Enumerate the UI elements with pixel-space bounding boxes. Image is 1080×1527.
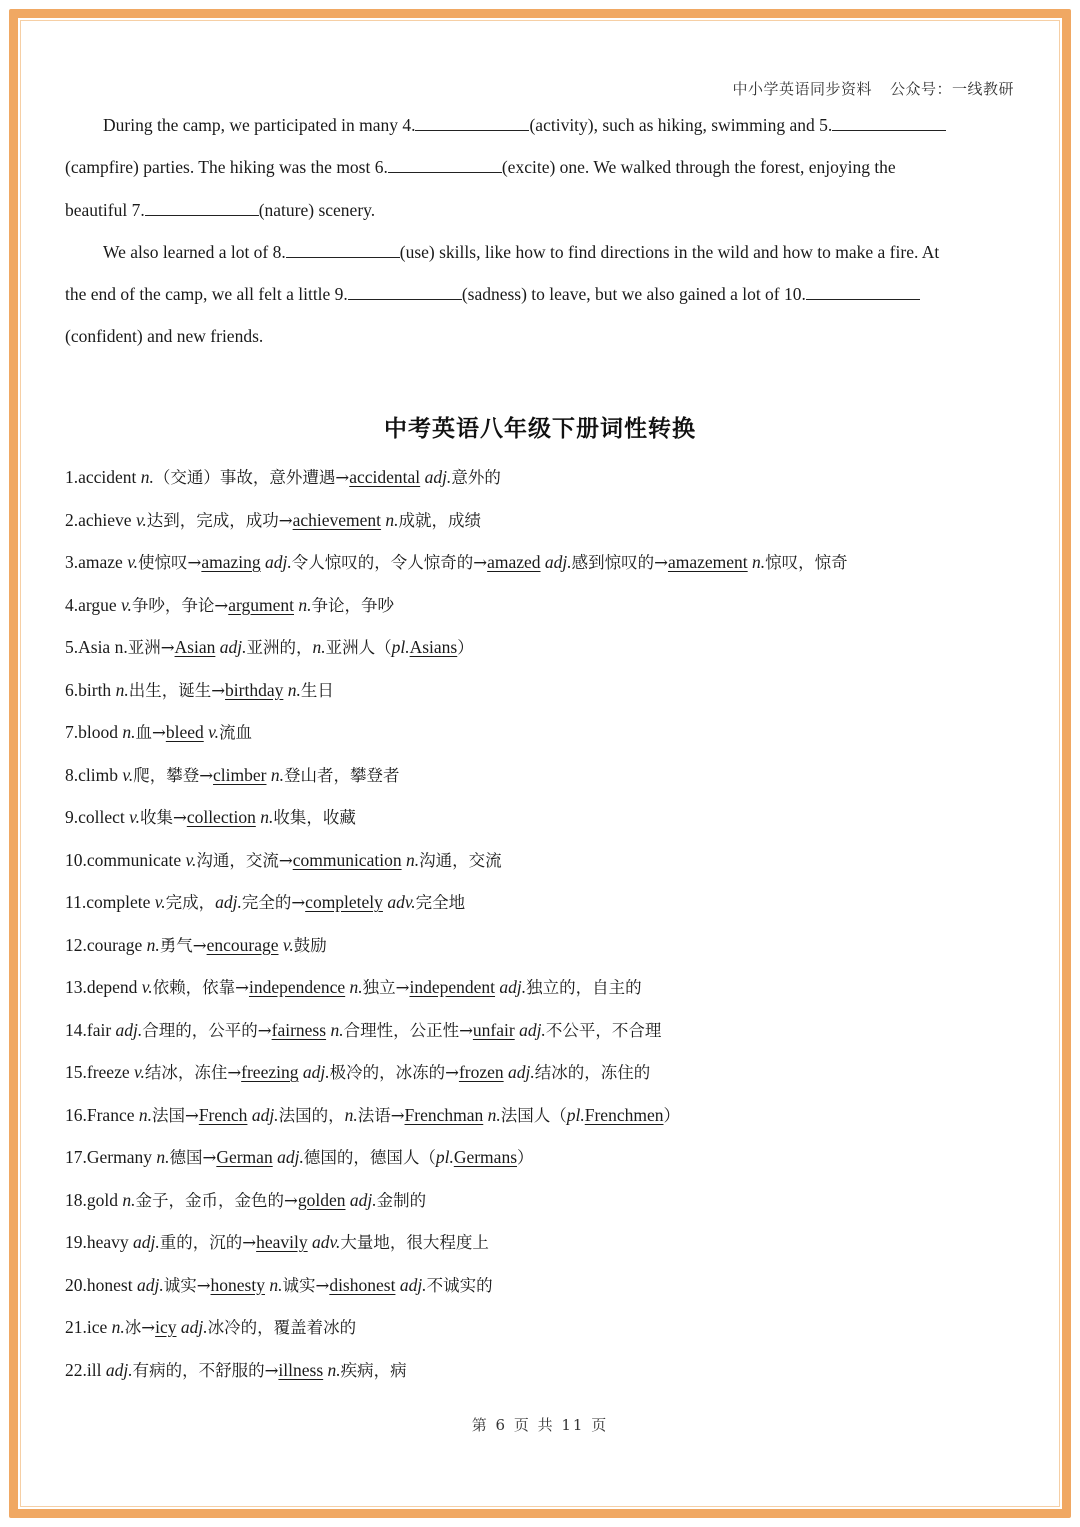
definition-text: 完全的→ bbox=[241, 893, 306, 912]
page-footer: 第 6 页 共 11 页 bbox=[471, 1416, 609, 1434]
definition-text: （交通）事故，意外遭遇→ bbox=[153, 468, 350, 487]
definition-text: ） bbox=[517, 1148, 534, 1167]
passage-line bbox=[65, 154, 1015, 196]
vocab-item bbox=[65, 1143, 1025, 1186]
derived-word: frozen bbox=[458, 1062, 504, 1082]
definition-text: 沟通，交流 bbox=[419, 850, 502, 870]
part-of-speech: n. bbox=[270, 764, 284, 785]
part-of-speech: adj. bbox=[133, 1232, 160, 1252]
definition-text: 独立的，自主的 bbox=[526, 978, 642, 997]
word-text: 5.Asia n. bbox=[65, 637, 128, 657]
derived-word: completely bbox=[305, 892, 383, 912]
definition-text: 独立→ bbox=[362, 978, 410, 997]
definition-text: 登山者，攀登者 bbox=[283, 765, 400, 785]
part-of-speech: n. bbox=[115, 679, 129, 700]
definition-text: 争吵，争论→ bbox=[131, 595, 229, 615]
vocab-item bbox=[65, 931, 1025, 974]
part-of-speech: pl. bbox=[391, 637, 410, 657]
section-title: 中考英语八年级下册词性转换 bbox=[384, 416, 696, 442]
derived-word: freezing bbox=[241, 1062, 299, 1082]
definition-text: 感到惊叹的→ bbox=[571, 553, 668, 572]
part-of-speech: n. bbox=[260, 807, 274, 827]
word-text: 17.Germany bbox=[65, 1147, 157, 1167]
passage-line bbox=[65, 239, 1015, 281]
definition-text: 出生，诞生→ bbox=[128, 680, 226, 700]
part-of-speech: v. bbox=[121, 594, 132, 615]
derived-word: achievement bbox=[292, 509, 382, 530]
definition-text: 大量地，很大程度上 bbox=[340, 1233, 489, 1252]
definition-text: 亚洲→ bbox=[127, 638, 175, 657]
derived-word: dishonest bbox=[329, 1274, 396, 1295]
page-header bbox=[732, 78, 1014, 99]
part-of-speech: n. bbox=[298, 594, 312, 615]
definition-text: 亚洲的， bbox=[246, 638, 313, 657]
derived-word: birthday bbox=[225, 679, 284, 700]
vocab-item bbox=[65, 463, 1025, 506]
part-of-speech: adv. bbox=[387, 892, 416, 912]
passage-text: (nature) scenery. bbox=[258, 199, 376, 220]
passage-text: (confident) and new friends. bbox=[65, 326, 264, 347]
derived-word: independent bbox=[409, 977, 496, 997]
derived-word: Germans bbox=[453, 1147, 518, 1167]
passage-text: We also learned a lot of 8. bbox=[103, 241, 286, 262]
vocab-item bbox=[65, 1271, 1025, 1314]
passage-text: (campfire) parties. The hiking was the most 6. bbox=[65, 157, 388, 178]
definition-text: 法国人（ bbox=[500, 1105, 567, 1125]
passage-text: (use) skills, like how to find directions in the wild and how to make a fire. At bbox=[399, 241, 940, 262]
part-of-speech: adv. bbox=[312, 1232, 341, 1252]
derived-word: Frenchmen bbox=[584, 1104, 664, 1125]
answer-blank[interactable] bbox=[145, 200, 259, 216]
part-of-speech: adj. bbox=[219, 637, 247, 657]
derived-word: French bbox=[198, 1104, 248, 1125]
vocab-item bbox=[65, 1356, 1025, 1399]
part-of-speech: n. bbox=[327, 1359, 341, 1380]
derived-word: fairness bbox=[271, 1019, 327, 1040]
definition-text: 鼓励 bbox=[293, 935, 327, 955]
definition-text: 结冰，冻住→ bbox=[144, 1063, 242, 1082]
part-of-speech: n. bbox=[122, 722, 136, 742]
word-text: 14.fair bbox=[65, 1019, 116, 1040]
part-of-speech: pl. bbox=[435, 1147, 454, 1167]
definition-text: 法国的， bbox=[278, 1105, 345, 1125]
derived-word: unfair bbox=[472, 1019, 515, 1040]
answer-blank[interactable] bbox=[832, 115, 946, 131]
definition-text: 法国→ bbox=[152, 1105, 199, 1125]
part-of-speech: adj. bbox=[349, 1189, 377, 1210]
vocab-item bbox=[65, 1016, 1025, 1059]
part-of-speech: n. bbox=[405, 849, 420, 870]
definition-text: 令人惊叹的，令人惊奇的→ bbox=[291, 553, 488, 572]
part-of-speech: adj. bbox=[105, 1359, 133, 1380]
vocab-item bbox=[65, 591, 1025, 634]
word-text: 4.argue bbox=[65, 594, 122, 615]
definition-text: 完全地 bbox=[415, 893, 466, 912]
definition-text: 勇气→ bbox=[159, 935, 207, 955]
definition-text: 冰→ bbox=[124, 1318, 156, 1337]
part-of-speech: n. bbox=[156, 1147, 170, 1167]
derived-word: communication bbox=[292, 849, 402, 870]
derived-word: honesty bbox=[210, 1274, 265, 1295]
definition-text: 惊叹，惊奇 bbox=[765, 553, 848, 572]
word-text: 13.depend bbox=[65, 977, 142, 997]
passage-text: During the camp, we participated in many 4. bbox=[103, 115, 416, 135]
part-of-speech: n. bbox=[146, 934, 160, 955]
part-of-speech: adj. bbox=[499, 977, 527, 997]
definition-text: 法语→ bbox=[357, 1105, 405, 1125]
part-of-speech: adj. bbox=[302, 1062, 330, 1082]
word-text: 10.communicate bbox=[65, 849, 186, 870]
part-of-speech: v. bbox=[208, 722, 219, 742]
derived-word: amazed bbox=[487, 552, 541, 572]
definition-text: 诚实→ bbox=[282, 1275, 330, 1295]
part-of-speech: adj. bbox=[180, 1317, 208, 1337]
part-of-speech: n. bbox=[487, 1104, 501, 1125]
definition-text: 沟通，交流→ bbox=[196, 850, 293, 870]
part-of-speech: v. bbox=[122, 764, 134, 785]
vocab-item bbox=[65, 633, 1025, 676]
part-of-speech: n. bbox=[385, 509, 399, 530]
part-of-speech: v. bbox=[127, 552, 139, 572]
definition-text: 流血 bbox=[218, 723, 252, 742]
part-of-speech: adj. bbox=[544, 552, 572, 572]
word-text: 15.freeze bbox=[65, 1062, 134, 1082]
part-of-speech: n. bbox=[138, 1104, 152, 1125]
passage-text: (activity), such as hiking, swimming and 5. bbox=[529, 115, 833, 135]
definition-text: ） bbox=[663, 1105, 680, 1125]
definition-text: 德国的，德国人（ bbox=[303, 1148, 436, 1167]
vocab-item bbox=[65, 1058, 1025, 1101]
part-of-speech: adj. bbox=[251, 1104, 279, 1125]
vocab-item bbox=[65, 761, 1025, 804]
derived-word: encourage bbox=[206, 934, 279, 955]
part-of-speech: n. bbox=[330, 1019, 344, 1040]
part-of-speech: n. bbox=[349, 977, 363, 997]
definition-text: 冰冷的，覆盖着冰的 bbox=[207, 1318, 357, 1337]
definition-text: 使惊叹→ bbox=[138, 553, 202, 572]
definition-text: 重的，沉的→ bbox=[159, 1233, 257, 1252]
vocab-item bbox=[65, 548, 1025, 591]
derived-word: heavily bbox=[256, 1232, 308, 1252]
part-of-speech: n. bbox=[269, 1274, 283, 1295]
part-of-speech: adj. bbox=[508, 1062, 535, 1082]
word-text: 16.France bbox=[65, 1104, 139, 1125]
definition-text: 收集，收藏 bbox=[273, 808, 356, 827]
part-of-speech: n. bbox=[140, 467, 154, 487]
definition-text: 完成， bbox=[165, 893, 216, 912]
part-of-speech: adj. bbox=[424, 467, 452, 487]
part-of-speech: adj. bbox=[265, 552, 292, 572]
definition-text: 争论，争吵 bbox=[311, 595, 394, 615]
part-of-speech: v. bbox=[141, 977, 153, 997]
word-text: 8.climb bbox=[65, 764, 123, 785]
word-text: 2.achieve bbox=[65, 509, 136, 530]
derived-word: independence bbox=[248, 977, 346, 997]
answer-blank[interactable] bbox=[286, 242, 400, 258]
part-of-speech: v. bbox=[135, 509, 147, 530]
part-of-speech: v. bbox=[282, 934, 294, 955]
passage-line bbox=[65, 281, 1015, 323]
part-of-speech: n. bbox=[344, 1104, 358, 1125]
derived-word: bleed bbox=[165, 722, 204, 742]
part-of-speech: adj. bbox=[519, 1019, 546, 1040]
derived-word: amazement bbox=[667, 552, 748, 572]
vocab-item bbox=[65, 1186, 1025, 1229]
passage-line bbox=[65, 112, 1015, 154]
definition-text: 疾病，病 bbox=[340, 1360, 407, 1380]
derived-word: icy bbox=[155, 1317, 177, 1337]
definition-text: 生日 bbox=[300, 680, 334, 700]
word-text: 18.gold bbox=[65, 1189, 123, 1210]
definition-text: 金制的 bbox=[376, 1190, 427, 1210]
word-text: 11.complete bbox=[65, 892, 155, 912]
definition-text: 金子，金币，金色的→ bbox=[135, 1190, 298, 1210]
answer-blank[interactable] bbox=[348, 284, 462, 300]
definition-text: 合理的，公平的→ bbox=[142, 1020, 272, 1040]
definition-text: 爬，攀登→ bbox=[133, 765, 214, 785]
definition-text: 不诚实的 bbox=[426, 1275, 493, 1295]
part-of-speech: v. bbox=[133, 1062, 145, 1082]
derived-word: argument bbox=[228, 594, 294, 615]
vocab-item bbox=[65, 888, 1025, 931]
definition-text: 成就，成绩 bbox=[398, 510, 482, 530]
vocab-item bbox=[65, 973, 1025, 1016]
definition-text: 亚洲人（ bbox=[325, 638, 392, 657]
passage-line bbox=[65, 197, 1015, 239]
word-text: 7.blood bbox=[65, 722, 123, 742]
part-of-speech: n. bbox=[287, 679, 301, 700]
vocab-item bbox=[65, 1313, 1025, 1356]
word-text: 9.collect bbox=[65, 807, 130, 827]
vocab-list bbox=[65, 463, 1025, 1398]
word-text: 22.ill bbox=[65, 1359, 106, 1380]
part-of-speech: n. bbox=[752, 552, 766, 572]
derived-word: accidental bbox=[349, 467, 421, 487]
part-of-speech: adj. bbox=[277, 1147, 304, 1167]
vocab-item bbox=[65, 718, 1025, 761]
definition-text: 不公平，不合理 bbox=[545, 1020, 662, 1040]
vocab-item bbox=[65, 676, 1025, 719]
passage bbox=[65, 112, 1015, 366]
word-text: 19.heavy bbox=[65, 1232, 134, 1252]
word-text: 21.ice bbox=[65, 1317, 112, 1337]
derived-word: golden bbox=[297, 1189, 346, 1210]
part-of-speech: v. bbox=[154, 892, 166, 912]
part-of-speech: pl. bbox=[566, 1104, 585, 1125]
definition-text: 结冰的，冻住的 bbox=[534, 1063, 651, 1082]
part-of-speech: v. bbox=[185, 849, 197, 870]
definition-text: 极冷的，冰冻的→ bbox=[329, 1063, 459, 1082]
definition-text: 德国→ bbox=[169, 1148, 217, 1167]
definition-text: 血→ bbox=[135, 723, 166, 742]
definition-text: 收集→ bbox=[139, 808, 187, 827]
word-text: 20.honest bbox=[65, 1274, 137, 1295]
definition-text: 意外的 bbox=[451, 468, 501, 487]
word-text: 6.birth bbox=[65, 679, 116, 700]
passage-text: (sadness) to leave, but we also gained a lot of 10. bbox=[461, 284, 806, 305]
definition-text: 有病的，不舒服的→ bbox=[132, 1360, 279, 1380]
part-of-speech: adj. bbox=[399, 1274, 427, 1295]
passage-text: (excite) one. We walked through the forest, enjoying the bbox=[501, 157, 896, 178]
part-of-speech: n. bbox=[122, 1189, 136, 1210]
derived-word: German bbox=[216, 1147, 273, 1167]
definition-text: ） bbox=[457, 638, 474, 657]
passage-text: the end of the camp, we all felt a little 9. bbox=[65, 284, 348, 305]
part-of-speech: adj. bbox=[115, 1019, 143, 1040]
passage-text: beautiful 7. bbox=[65, 199, 145, 220]
derived-word: illness bbox=[278, 1359, 324, 1380]
part-of-speech: v. bbox=[129, 807, 140, 827]
part-of-speech: n. bbox=[312, 637, 326, 657]
word-text: 3.amaze bbox=[65, 552, 128, 572]
derived-word: amazing bbox=[201, 552, 261, 572]
vocab-item bbox=[65, 1228, 1025, 1271]
header-source: 中小学英语同步资料 bbox=[732, 80, 872, 98]
part-of-speech: adj. bbox=[136, 1274, 164, 1295]
answer-blank[interactable] bbox=[388, 157, 502, 173]
definition-text: 诚实→ bbox=[163, 1275, 211, 1295]
definition-text: 依赖，依靠→ bbox=[152, 978, 249, 997]
derived-word: collection bbox=[186, 807, 256, 827]
derived-word: Asian bbox=[174, 637, 216, 657]
header-account: 公众号：一线教研 bbox=[889, 80, 1014, 98]
vocab-item bbox=[65, 506, 1025, 549]
passage-line bbox=[65, 323, 1015, 365]
vocab-item bbox=[65, 803, 1025, 846]
derived-word: Asians bbox=[409, 637, 458, 657]
word-text: 1.accident bbox=[65, 467, 141, 487]
answer-blank[interactable] bbox=[806, 284, 920, 300]
part-of-speech: n. bbox=[111, 1317, 125, 1337]
vocab-item bbox=[65, 1101, 1025, 1144]
definition-text: 合理性，公正性→ bbox=[343, 1020, 473, 1040]
vocab-item bbox=[65, 846, 1025, 889]
derived-word: Frenchman bbox=[404, 1104, 484, 1125]
derived-word: climber bbox=[213, 764, 267, 785]
word-text: 12.courage bbox=[65, 934, 147, 955]
answer-blank[interactable] bbox=[415, 115, 529, 131]
definition-text: 达到，完成，成功→ bbox=[146, 510, 293, 530]
part-of-speech: adj. bbox=[215, 892, 242, 912]
